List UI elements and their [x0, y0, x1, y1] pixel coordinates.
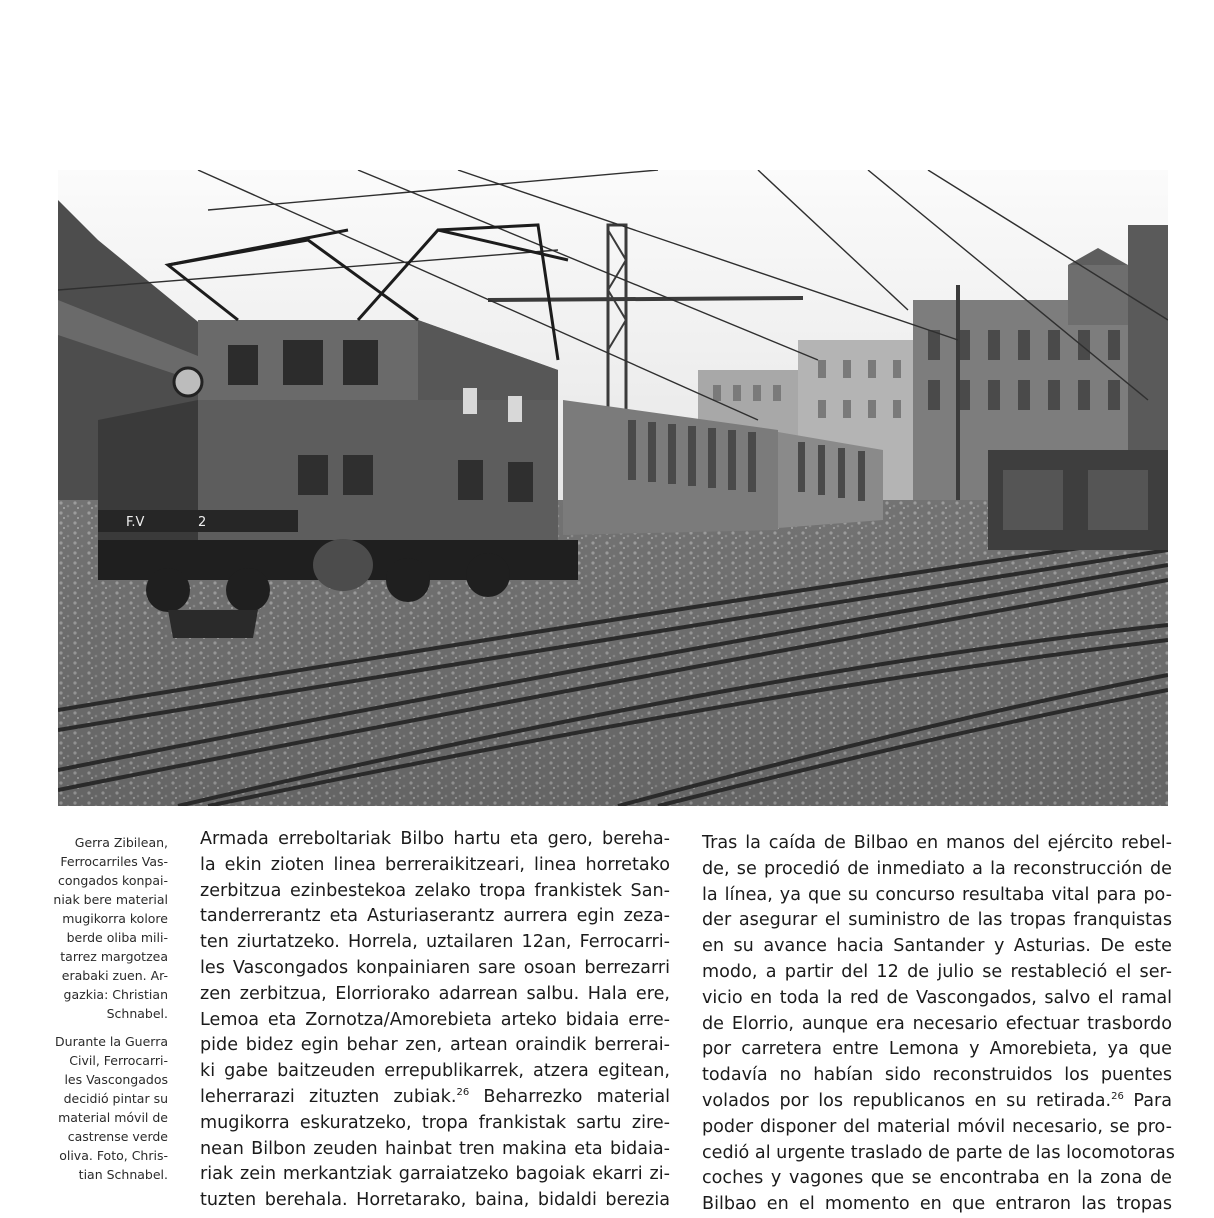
body-line: cedió al urgente traslado de parte de las locomotoras: [702, 1142, 1175, 1163]
body-text: volados por los republicanos en su retirada.: [702, 1090, 1112, 1111]
body-text: leherrarazi zituzten zubiak.: [200, 1086, 457, 1107]
body-line: nean Bilbon zeuden hainbat tren makina eta bidaia-: [200, 1138, 670, 1159]
body-line: coches y vagones que se encontraba en la zona de: [702, 1168, 1172, 1189]
caption-line: Ferrocarriles Vas-: [60, 854, 168, 869]
body-line: mugikorra eskuratzeko, tropa frankistak sartu zire-: [200, 1112, 670, 1133]
caption-line: erabaki zuen. Ar-: [61, 968, 168, 983]
caption-line: decidió pintar su: [63, 1091, 168, 1106]
caption-line: Gerra Zibilean,: [74, 835, 168, 850]
caption-line: castrense verde: [67, 1129, 168, 1144]
caption-basque: [30, 833, 168, 1023]
body-column-spanish: [702, 831, 1175, 1218]
body-line: ten ziurtatzeko. Horrela, uztailaren 12an, Ferrocarri-: [200, 932, 670, 953]
railway-photo: [58, 170, 1168, 806]
body-line: zen zerbitzua, Elorriorako adarrean salbu. Hala ere,: [200, 983, 670, 1004]
body-line: Bilbao en el momento en que entraron las tropas: [702, 1194, 1172, 1215]
body-line: les Vascongados konpainiaren sare osoan berrezarri: [200, 957, 670, 978]
caption-line: congados konpai-: [57, 873, 168, 888]
body-line: tuzten berehala. Horretarako, baina, bidaldi berezia: [200, 1190, 670, 1211]
photo-illustration: [58, 170, 1168, 806]
body-line: Lemoa eta Zornotza/Amorebieta arteko bidaia erre-: [200, 1009, 670, 1030]
body-line: pide bidez egin behar zen, artean oraindik berrerai-: [200, 1035, 670, 1056]
caption-line: berde oliba mili-: [66, 930, 168, 945]
body-column-basque: [200, 827, 670, 1214]
body-line: der asegurar el suministro de las tropas franquistas: [702, 910, 1172, 931]
body-line: Armada erreboltariak Bilbo hartu eta gero, bereha-: [200, 829, 670, 849]
body-line: en su avance hacia Santander y Asturias. De este: [702, 936, 1172, 957]
caption-line: Civil, Ferrocarri-: [69, 1053, 168, 1068]
body-line: por carretera entre Lemona y Amorebieta, ya que: [702, 1039, 1172, 1060]
body-text: Beharrezko material: [483, 1086, 671, 1107]
body-line: vicio en toda la red de Vascongados, salvo el ramal: [702, 987, 1172, 1008]
body-line: tanderrerantz eta Asturiaserantz aurrera egin zeza-: [200, 906, 670, 927]
footnote-ref[interactable]: 26: [1111, 1090, 1124, 1102]
body-line: la ekin zioten linea berreraikitzeari, linea horretako: [200, 854, 670, 875]
body-text: Para: [1133, 1090, 1172, 1111]
caption-line: tarrez margotzea: [60, 949, 168, 964]
caption-line: Schnabel.: [106, 1006, 168, 1021]
body-line: riak zein merkantziak garraiatzeko bagoiak ekarri zi-: [200, 1164, 670, 1185]
caption-line: gazkia: Christian: [63, 987, 168, 1002]
body-line: de Elorrio, aunque era necesario efectuar trasbordo: [702, 1013, 1172, 1034]
body-line: poder disponer del material móvil necesario, se pro-: [702, 1116, 1172, 1137]
caption-line: mugikorra kolore: [62, 911, 168, 926]
body-line: zerbitzua ezinbestekoa zelako tropa frankistek San-: [200, 880, 670, 901]
caption-spanish: [30, 1032, 168, 1184]
body-line: de, se procedió de inmediato a la reconstrucción de: [702, 858, 1172, 879]
body-line-with-footnote: [702, 1089, 1172, 1115]
caption-line: Durante la Guerra: [55, 1034, 168, 1049]
caption-line: niak bere material: [53, 892, 168, 907]
locomotive-plate: F.V: [126, 515, 145, 530]
freight-wagons: [988, 450, 1168, 550]
body-line: la línea, ya que su concurso resultaba vital para po-: [702, 884, 1172, 905]
body-line: todavía no habían sido reconstruidos los puentes: [702, 1065, 1172, 1086]
body-line: modo, a partir del 12 de julio se restableció el ser-: [702, 961, 1172, 982]
caption-line: tian Schnabel.: [78, 1167, 168, 1182]
caption-line: les Vascongados: [64, 1072, 168, 1087]
footnote-ref[interactable]: 26: [456, 1086, 470, 1098]
caption-line: oliva. Foto, Chris-: [59, 1148, 168, 1163]
caption-line: material móvil de: [58, 1110, 168, 1125]
locomotive-number: 2: [198, 515, 207, 530]
body-line: Tras la caída de Bilbao en manos del ejército rebel-: [702, 833, 1172, 853]
body-line-with-footnote: [200, 1085, 670, 1111]
body-line: ki gabe baitzeuden errepublikarrek, atzera egitean,: [200, 1061, 670, 1082]
